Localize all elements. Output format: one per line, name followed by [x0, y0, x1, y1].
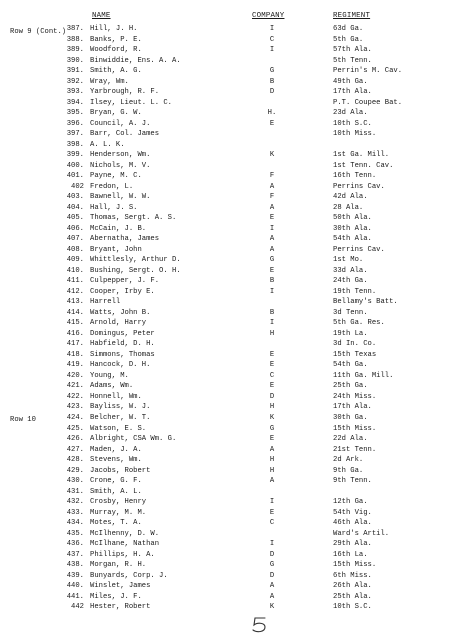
- soldier-name: Phillips, H. A.: [90, 550, 155, 559]
- soldier-name: Stevens, Wm.: [90, 456, 142, 464]
- soldier-name: Winslet, James: [90, 582, 151, 590]
- entry-number: 431.: [66, 487, 84, 496]
- regiment: 5th Tenn.: [333, 56, 372, 65]
- roster-row: [0, 497, 458, 507]
- entry-number: 416.: [66, 329, 84, 338]
- regiment: 17th Ala.: [333, 403, 372, 411]
- regiment: 25th Ga.: [333, 382, 368, 390]
- roster-row: [0, 592, 458, 602]
- entry-number: 390.: [66, 56, 84, 65]
- roster-row: [0, 56, 458, 66]
- soldier-name: Hill, J. H.: [90, 25, 138, 33]
- regiment: 30th Ga.: [333, 414, 368, 422]
- regiment: 63d Ga.: [333, 25, 364, 33]
- entry-number: 440.: [66, 582, 84, 590]
- company: E: [269, 266, 275, 275]
- regiment: 2d Ark.: [333, 456, 364, 464]
- roster-row: [0, 350, 458, 360]
- regiment: 9th Tenn.: [333, 477, 372, 485]
- regiment: Perrins Cav.: [333, 245, 385, 254]
- soldier-name: Crone, G. F.: [90, 477, 142, 485]
- entry-number: 402: [71, 182, 84, 191]
- soldier-name: Adams, Wm.: [90, 382, 134, 390]
- regiment: 16th La.: [333, 550, 368, 559]
- company: A: [269, 235, 275, 243]
- company: K: [269, 603, 275, 611]
- entry-number: 437.: [66, 550, 84, 559]
- company: B: [269, 308, 275, 317]
- soldier-name: Henderson, Wm.: [90, 151, 151, 159]
- regiment: 54th Vig.: [333, 508, 372, 517]
- entry-number: 441.: [66, 592, 84, 601]
- entry-number: 394.: [66, 98, 84, 107]
- regiment: 49th Ga.: [333, 77, 368, 86]
- entry-number: 414.: [66, 308, 84, 317]
- entry-number: 403.: [66, 193, 84, 201]
- roster-row: [0, 550, 458, 560]
- roster-row: [0, 602, 458, 612]
- soldier-name: Motes, T. A.: [90, 519, 142, 527]
- regiment: 1st Ga. Mill.: [333, 151, 390, 159]
- roster-row: [0, 98, 458, 108]
- entry-number: 400.: [66, 161, 84, 170]
- entry-number: 432.: [66, 498, 84, 506]
- roster-row: [0, 45, 458, 55]
- company: I: [269, 46, 275, 54]
- company: G: [269, 561, 275, 569]
- regiment: 15th Miss.: [333, 424, 377, 433]
- soldier-name: Abernatha, James: [90, 235, 160, 243]
- regiment: 12th Ga.: [333, 498, 368, 506]
- soldier-name: Barr, Col. James: [90, 130, 160, 138]
- company: H: [269, 329, 275, 338]
- regiment: 1st Tenn. Cav.: [333, 161, 394, 170]
- company: G: [269, 67, 275, 75]
- company: E: [269, 350, 275, 359]
- roster-row: [0, 108, 458, 118]
- entry-number: 399.: [66, 151, 84, 159]
- company: A: [269, 203, 275, 212]
- roster-row: [0, 434, 458, 444]
- roster-row: [0, 529, 458, 539]
- soldier-name: A. L. K.: [90, 140, 125, 149]
- roster-row: [0, 487, 458, 497]
- roster-row: [0, 255, 458, 265]
- roster-row: [0, 224, 458, 234]
- regiment: 29th Ala.: [333, 540, 372, 548]
- roster-row: [0, 203, 458, 213]
- company: D: [269, 571, 275, 580]
- soldier-name: Hester, Robert: [90, 603, 151, 611]
- roster-row: [0, 360, 458, 370]
- entry-number: 433.: [66, 508, 84, 517]
- company: F: [269, 172, 275, 180]
- company: E: [269, 435, 275, 443]
- entry-number: 415.: [66, 319, 84, 327]
- entry-number: 422.: [66, 392, 84, 401]
- company: G: [269, 256, 275, 264]
- soldier-name: McCain, J. B.: [90, 224, 147, 233]
- regiment: 10th Miss.: [333, 130, 377, 138]
- section-label: Row 10: [10, 416, 36, 424]
- roster-row: [0, 381, 458, 391]
- regiment: 3d In. Co.: [333, 340, 377, 348]
- entry-number: 434.: [66, 519, 84, 527]
- roster-row: [0, 87, 458, 97]
- entry-number: 405.: [66, 214, 84, 222]
- entry-number: 429.: [66, 466, 84, 475]
- entry-number: 389.: [66, 46, 84, 54]
- regiment: 24th Ga.: [333, 277, 368, 285]
- roster-row: [0, 371, 458, 381]
- regiment: 22d Ala.: [333, 435, 368, 443]
- entry-number: 397.: [66, 130, 84, 138]
- company: C: [269, 371, 275, 380]
- regiment: P.T. Coupee Bat.: [333, 98, 403, 107]
- soldier-name: Simmons, Thomas: [90, 350, 155, 359]
- entry-number: 425.: [66, 424, 84, 433]
- entry-number: 438.: [66, 561, 84, 569]
- entry-number: 408.: [66, 245, 84, 254]
- roster-row: [0, 455, 458, 465]
- entry-number: 435.: [66, 529, 84, 538]
- entry-number: 423.: [66, 403, 84, 411]
- entry-number: 420.: [66, 371, 84, 380]
- soldier-name: Nichols, M. V.: [90, 161, 151, 170]
- regiment: 5th Ga.: [333, 35, 364, 44]
- column-header-regiment: REGIMENT: [333, 12, 371, 20]
- soldier-name: Morgan, R. H.: [90, 561, 147, 569]
- entry-number: 388.: [66, 35, 84, 44]
- roster-row: [0, 518, 458, 528]
- regiment: 16th Tenn.: [333, 172, 377, 180]
- roster-row: [0, 560, 458, 570]
- entry-number: 392.: [66, 77, 84, 86]
- roster-row: [0, 339, 458, 349]
- company: I: [269, 287, 275, 296]
- roster-row: [0, 413, 458, 423]
- roster-row: [0, 245, 458, 255]
- regiment: Ward's Artil.: [333, 529, 390, 538]
- soldier-name: Domingus, Peter: [90, 329, 155, 338]
- soldier-name: Miles, J. F.: [90, 592, 142, 601]
- entry-number: 398.: [66, 140, 84, 149]
- soldier-name: Fredon, L.: [90, 182, 134, 191]
- soldier-name: Young, M.: [90, 371, 129, 380]
- roster-row: [0, 297, 458, 307]
- soldier-name: Ilsey, Lieut. L. C.: [90, 98, 172, 107]
- regiment: 15th Miss.: [333, 561, 377, 569]
- entry-number: 424.: [66, 414, 84, 422]
- section-label: Row 9 (Cont.): [10, 28, 67, 36]
- roster-row: [0, 329, 458, 339]
- company: E: [269, 119, 275, 128]
- company: B: [269, 77, 275, 86]
- roster-row: [0, 129, 458, 139]
- roster-row: [0, 266, 458, 276]
- roster-row: [0, 150, 458, 160]
- regiment: 57th Ala.: [333, 46, 372, 54]
- company: I: [269, 319, 275, 327]
- entry-number: 387.: [66, 25, 84, 33]
- roster-row: [0, 140, 458, 150]
- roster-row: [0, 581, 458, 591]
- entry-number: 430.: [66, 477, 84, 485]
- column-header-company: COMPANY: [252, 12, 285, 20]
- entry-number: 411.: [66, 277, 84, 285]
- soldier-name: Bryant, John: [90, 245, 142, 254]
- soldier-name: Jacobs, Robert: [90, 466, 151, 475]
- entry-number: 417.: [66, 340, 84, 348]
- company: D: [269, 88, 275, 96]
- roster-row: [0, 192, 458, 202]
- roster-row: [0, 508, 458, 518]
- roster-row: [0, 424, 458, 434]
- entry-number: 407.: [66, 235, 84, 243]
- regiment: 23d Ala.: [333, 109, 368, 117]
- roster-row: [0, 171, 458, 181]
- roster-row: [0, 445, 458, 455]
- entry-number: 436.: [66, 540, 84, 548]
- soldier-name: Yarbrough, R. F.: [90, 88, 160, 96]
- company: I: [269, 540, 275, 548]
- entry-number: 426.: [66, 435, 84, 443]
- company: I: [269, 25, 275, 33]
- company: F: [269, 193, 275, 201]
- soldier-name: Hancock, D. H.: [90, 361, 151, 369]
- regiment: 24th Miss.: [333, 392, 377, 401]
- regiment: Perrin's M. Cav.: [333, 67, 403, 75]
- entry-number: 428.: [66, 456, 84, 464]
- company: A: [269, 445, 275, 454]
- regiment: 42d Ala.: [333, 193, 368, 201]
- roster-row: [0, 308, 458, 318]
- soldier-name: Bawnell, W. W.: [90, 193, 151, 201]
- roster-row: [0, 35, 458, 45]
- soldier-name: Bryan, G. W.: [90, 109, 142, 117]
- soldier-name: Harrell: [90, 298, 121, 306]
- entry-number: 395.: [66, 109, 84, 117]
- company: D: [269, 550, 275, 559]
- column-header-name: NAME: [92, 12, 111, 20]
- regiment: Perrins Cav.: [333, 182, 385, 191]
- roster-row: [0, 119, 458, 129]
- roster-row: [0, 539, 458, 549]
- soldier-name: Arnold, Harry: [90, 319, 147, 327]
- regiment: Bellamy's Batt.: [333, 298, 398, 306]
- soldier-name: Culpepper, J. F.: [90, 277, 160, 285]
- regiment: 30th Ala.: [333, 224, 372, 233]
- regiment: 54th Ga.: [333, 361, 368, 369]
- soldier-name: Watts, John B.: [90, 308, 151, 317]
- soldier-name: Whittlesly, Arthur D.: [90, 256, 181, 264]
- roster-row: [0, 213, 458, 223]
- handwritten-page-mark: [248, 616, 272, 634]
- soldier-name: Hall, J. S.: [90, 203, 138, 212]
- roster-row: [0, 466, 458, 476]
- regiment: 5th Ga. Res.: [333, 319, 385, 327]
- company: H: [269, 403, 275, 411]
- company: A: [269, 477, 275, 485]
- soldier-name: Bayliss, W. J.: [90, 403, 151, 411]
- regiment: 33d Ala.: [333, 266, 368, 275]
- entry-number: 396.: [66, 119, 84, 128]
- roster-row: [0, 182, 458, 192]
- soldier-name: Smith, A. G.: [90, 67, 142, 75]
- entry-number: 393.: [66, 88, 84, 96]
- soldier-name: Cooper, Irby E.: [90, 287, 155, 296]
- entry-number: 412.: [66, 287, 84, 296]
- regiment: 10th S.C.: [333, 603, 372, 611]
- company: B: [269, 277, 275, 285]
- regiment: 1st Mo.: [333, 256, 364, 264]
- soldier-name: Thomas, Sergt. A. S.: [90, 214, 177, 222]
- entry-number: 442: [71, 603, 84, 611]
- entry-number: 406.: [66, 224, 84, 233]
- regiment: 46th Ala.: [333, 519, 372, 527]
- soldier-name: Woodford, R.: [90, 46, 142, 54]
- regiment: 3d Tenn.: [333, 308, 368, 317]
- regiment: 9th Ga.: [333, 466, 364, 475]
- soldier-name: Smith, A. L.: [90, 487, 142, 496]
- company: H.: [267, 109, 277, 117]
- soldier-name: McIlhane, Nathan: [90, 540, 160, 548]
- soldier-name: Murray, M. M.: [90, 508, 147, 517]
- regiment: 10th S.C.: [333, 119, 372, 128]
- roster-row: [0, 392, 458, 402]
- regiment: 21st Tenn.: [333, 445, 377, 454]
- roster-row: [0, 161, 458, 171]
- regiment: 26th Ala.: [333, 582, 372, 590]
- regiment: 15th Texas: [333, 350, 377, 359]
- regiment: 54th Ala.: [333, 235, 372, 243]
- company: G: [269, 424, 275, 433]
- entry-number: 413.: [66, 298, 84, 306]
- company: C: [269, 519, 275, 527]
- roster-row: [0, 234, 458, 244]
- entry-number: 419.: [66, 361, 84, 369]
- company: I: [269, 498, 275, 506]
- entry-number: 418.: [66, 350, 84, 359]
- company: A: [269, 592, 275, 601]
- company: C: [269, 35, 275, 44]
- soldier-name: Binwiddie, Ens. A. A.: [90, 56, 181, 65]
- company: A: [269, 182, 275, 191]
- soldier-name: Watson, E. S.: [90, 424, 147, 433]
- soldier-name: Council, A. J.: [90, 119, 151, 128]
- regiment: 28 Ala.: [333, 203, 364, 212]
- regiment: 25th Ala.: [333, 592, 372, 601]
- company: H: [269, 456, 275, 464]
- entry-number: 410.: [66, 266, 84, 275]
- roster-row: [0, 571, 458, 581]
- company: K: [269, 151, 275, 159]
- soldier-name: Habfield, D. H.: [90, 340, 155, 348]
- soldier-name: Bushing, Sergt. O. H.: [90, 266, 181, 275]
- company: D: [269, 392, 275, 401]
- entry-number: 404.: [66, 203, 84, 212]
- roster-row: [0, 318, 458, 328]
- soldier-name: Wray, Wm.: [90, 77, 129, 86]
- entry-number: 421.: [66, 382, 84, 390]
- entry-number: 439.: [66, 571, 84, 580]
- roster-row: [0, 276, 458, 286]
- company: E: [269, 361, 275, 369]
- regiment: 6th Miss.: [333, 571, 372, 580]
- soldier-name: Payne, M. C.: [90, 172, 142, 180]
- soldier-name: Maden, J. A.: [90, 445, 142, 454]
- soldier-name: Honnell, Wm.: [90, 392, 142, 401]
- soldier-name: Banks, P. E.: [90, 35, 142, 44]
- soldier-name: Bunyards, Corp. J.: [90, 571, 168, 580]
- regiment: 19th La.: [333, 329, 368, 338]
- entry-number: 409.: [66, 256, 84, 264]
- roster-row: [0, 287, 458, 297]
- soldier-name: Belcher, W. T.: [90, 414, 151, 422]
- roster-row: [0, 77, 458, 87]
- company: I: [269, 224, 275, 233]
- company: A: [269, 245, 275, 254]
- company: E: [269, 214, 275, 222]
- entry-number: 391.: [66, 67, 84, 75]
- company: H: [269, 466, 275, 475]
- roster-row: [0, 476, 458, 486]
- regiment: 17th Ala.: [333, 88, 372, 96]
- entry-number: 401.: [66, 172, 84, 180]
- company: A: [269, 582, 275, 590]
- company: E: [269, 508, 275, 517]
- regiment: 19th Tenn.: [333, 287, 377, 296]
- roster-row: [0, 66, 458, 76]
- regiment: 50th Ala.: [333, 214, 372, 222]
- company: E: [269, 382, 275, 390]
- roster-row: [0, 24, 458, 34]
- entry-number: 427.: [66, 445, 84, 454]
- company: K: [269, 414, 275, 422]
- roster-row: [0, 402, 458, 412]
- soldier-name: Albright, CSA Wm. G.: [90, 435, 177, 443]
- regiment: 11th Ga. Mill.: [333, 371, 394, 380]
- soldier-name: Crosby, Henry: [90, 498, 147, 506]
- soldier-name: McIlhenny, D. W.: [90, 529, 160, 538]
